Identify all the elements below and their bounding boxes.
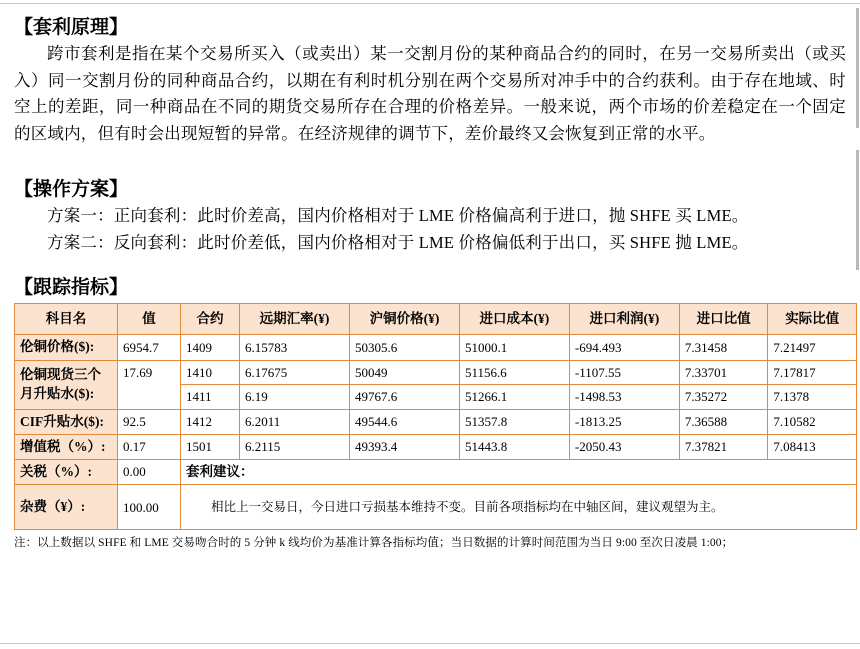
cell-real-ratio: 7.08413	[768, 434, 857, 459]
bottom-divider	[0, 643, 860, 644]
indicator-table	[14, 303, 857, 530]
col-real-ratio: 实际比值	[768, 304, 857, 335]
principle-paragraph: 跨市套利是指在某个交易所买入（或卖出）某一交割月份的某种商品合约的同时，在另一交易所卖出（或买入）同一交割月份的同种商品合约，以期在有利时机分别在两个交易所对冲手中的合约获利。由于存在地域、时空上的差距，同一种商品在不同的期货交易所存在合理的价格差异。一般来说，两个市场的价差稳定在一个固定的区域内，但有时会出现短暂的异常。在经济规律的调节下，差价最终又会恢复到正常的水平。	[14, 44, 846, 144]
cell-shfe-price: 50305.6	[349, 335, 459, 360]
cell-contract: 1410	[181, 360, 240, 385]
cell-forward-fx: 6.2011	[240, 409, 350, 434]
row-value: 0.00	[118, 460, 181, 485]
cell-import-ratio: 7.36588	[679, 409, 768, 434]
col-shfe-price: 沪铜价格(¥)	[349, 304, 459, 335]
col-value: 值	[118, 304, 181, 335]
cell-real-ratio: 7.17817	[768, 360, 857, 385]
cell-real-ratio: 7.21497	[768, 335, 857, 360]
table-row	[15, 360, 857, 385]
table-body	[15, 335, 857, 530]
cell-import-profit: -1498.53	[569, 385, 679, 410]
row-label: 关税（%）:	[15, 460, 118, 485]
table-header-row	[15, 304, 857, 335]
cell-import-profit: -1107.55	[569, 360, 679, 385]
col-subject: 科目名	[15, 304, 118, 335]
table-footnote: 注：以上数据以 SHFE 和 LME 交易吻合时的 5 分钟 k 线均价为基准计算各指标均值；当日数据的计算时间范围为当日 9:00 至次日凌晨 1:00；	[14, 537, 734, 550]
cell-shfe-price: 50049	[349, 360, 459, 385]
advice-text: 相比上一交易日，今日进口亏损基本维持不变。目前各项指标均在中轴区间，建议观望为主。	[181, 485, 857, 530]
cell-import-cost: 51266.1	[459, 385, 569, 410]
cell-forward-fx: 6.19	[240, 385, 350, 410]
table-row	[15, 335, 857, 360]
cell-import-cost: 51357.8	[459, 409, 569, 434]
row-label: 增值税（%）:	[15, 434, 118, 459]
section-title-indicators: 【跟踪指标】	[14, 277, 129, 299]
top-divider	[0, 3, 860, 4]
col-forward-fx: 远期汇率(¥)	[240, 304, 350, 335]
table-header	[15, 304, 857, 335]
section-title-plan: 【操作方案】	[14, 178, 129, 200]
table-row	[15, 460, 857, 485]
col-contract: 合约	[181, 304, 240, 335]
table-row	[15, 434, 857, 459]
cell-import-profit: -694.493	[569, 335, 679, 360]
row-value: 17.69	[118, 360, 181, 409]
cell-import-ratio: 7.37821	[679, 434, 768, 459]
cell-contract: 1409	[181, 335, 240, 360]
table-row	[15, 409, 857, 434]
cell-contract: 1412	[181, 409, 240, 434]
cell-shfe-price: 49393.4	[349, 434, 459, 459]
row-label: CIF升贴水($):	[15, 409, 118, 434]
plan-line-2: 方案二：反向套利：此时价差低，国内价格相对于 LME 价格偏低利于出口，买 SHFE 抛 LME。	[47, 232, 749, 252]
cell-real-ratio: 7.10582	[768, 409, 857, 434]
plan-line-1: 方案一：正向套利：此时价差高，国内价格相对于 LME 价格偏高利于进口，抛 SHFE 买 LME。	[47, 205, 749, 225]
cell-import-profit: -1813.25	[569, 409, 679, 434]
cell-import-ratio: 7.35272	[679, 385, 768, 410]
row-value: 6954.7	[118, 335, 181, 360]
cell-import-ratio: 7.33701	[679, 360, 768, 385]
table-row	[15, 485, 857, 530]
col-import-cost: 进口成本(¥)	[459, 304, 569, 335]
cell-import-cost: 51156.6	[459, 360, 569, 385]
col-import-profit: 进口利润(¥)	[569, 304, 679, 335]
cell-real-ratio: 7.1378	[768, 385, 857, 410]
cell-shfe-price: 49544.6	[349, 409, 459, 434]
advice-title: 套利建议：	[181, 460, 857, 485]
spacer	[14, 256, 846, 268]
scroll-marker-bottom[interactable]	[856, 150, 859, 270]
cell-forward-fx: 6.17675	[240, 360, 350, 385]
row-value: 92.5	[118, 409, 181, 434]
cell-import-ratio: 7.31458	[679, 335, 768, 360]
section-title-principle: 【套利原理】	[14, 17, 129, 38]
col-import-ratio: 进口比值	[679, 304, 768, 335]
cell-import-cost: 51000.1	[459, 335, 569, 360]
row-value: 100.00	[118, 485, 181, 530]
row-value: 0.17	[118, 434, 181, 459]
cell-shfe-price: 49767.6	[349, 385, 459, 410]
row-label: 杂费（¥）:	[15, 485, 118, 530]
row-label: 伦铜价格($):	[15, 335, 118, 360]
row-label: 伦铜现货三个月升贴水($):	[15, 360, 118, 409]
cell-import-cost: 51443.8	[459, 434, 569, 459]
spacer	[14, 148, 846, 170]
cell-import-profit: -2050.43	[569, 434, 679, 459]
cell-contract: 1411	[181, 385, 240, 410]
cell-forward-fx: 6.2115	[240, 434, 350, 459]
cell-contract: 1501	[181, 434, 240, 459]
scroll-marker-top[interactable]	[856, 8, 859, 128]
cell-forward-fx: 6.15783	[240, 335, 350, 360]
